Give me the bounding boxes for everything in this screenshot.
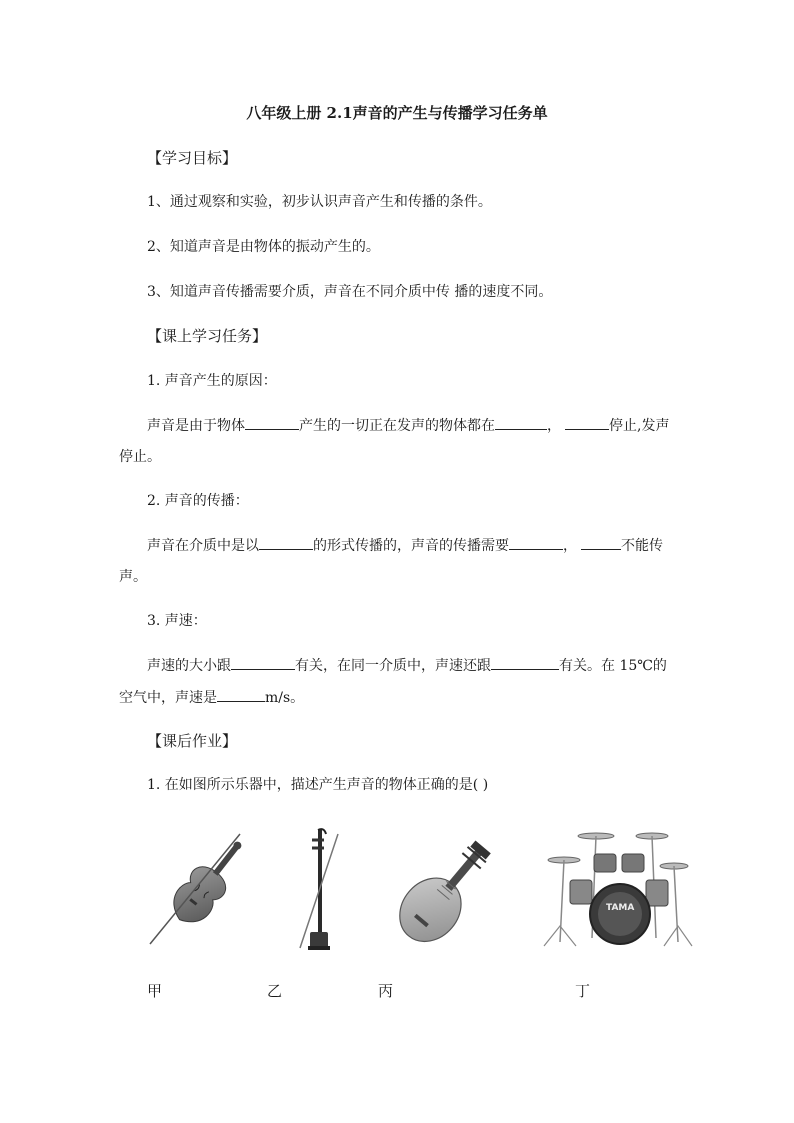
blank-field <box>581 535 621 550</box>
task3-text-e: m/s。 <box>265 690 305 706</box>
task1-text-b: 产生的一切正在发声的物体都在 <box>299 418 495 434</box>
blank-field <box>259 535 313 550</box>
task3-line1 <box>147 655 667 676</box>
goal-2: 2、知道声音是由物体的振动产生的。 <box>147 239 380 255</box>
task2-line2: 声。 <box>119 569 147 585</box>
page-title: 八年级上册 2.1声音的产生与传播学习任务单 <box>246 104 548 122</box>
label-jia: 甲 <box>147 982 163 1000</box>
task3-text-d: 空气中，声速是 <box>119 690 217 706</box>
task3-text-a: 声速的大小跟 <box>147 658 231 674</box>
goal-1: 1、通过观察和实验，初步认识声音产生和传播的条件。 <box>147 194 492 210</box>
blank-field <box>217 687 265 702</box>
blank-field <box>491 655 559 670</box>
task2-text-a: 声音在介质中是以 <box>147 538 259 554</box>
task1-line1 <box>147 415 669 436</box>
drum-brand-text: TAMA <box>606 903 635 913</box>
task2-text-d: 不能传 <box>621 538 663 554</box>
task2-heading: 2. 声音的传播： <box>147 493 249 509</box>
blank-field <box>509 535 563 550</box>
hw1-question: 1. 在如图所示乐器中，描述产生声音的物体正确的是( ) <box>147 777 489 793</box>
task3-text-b: 有关，在同一介质中，声速还跟 <box>295 658 491 674</box>
blank-field <box>565 415 609 430</box>
label-bing: 丙 <box>378 982 394 1000</box>
section-goals: 【学习目标】 <box>147 149 238 167</box>
label-ding: 丁 <box>575 982 591 1000</box>
task3-heading: 3. 声速： <box>147 613 207 629</box>
pipa-image <box>392 826 494 954</box>
label-yi: 乙 <box>267 982 283 1000</box>
drum-kit-image <box>534 826 694 954</box>
task2-text-c: ， <box>563 538 577 554</box>
section-homework: 【课后作业】 <box>147 732 238 750</box>
task1-text-d: 停止,发声 <box>609 418 670 434</box>
task2-text-b: 的形式传播的，声音的传播需要 <box>313 538 509 554</box>
blank-field <box>495 415 547 430</box>
blank-field <box>231 655 295 670</box>
blank-field <box>245 415 299 430</box>
erhu-image <box>288 826 358 954</box>
task3-line2 <box>119 687 304 708</box>
task1-text-c: ， <box>547 418 561 434</box>
task1-text-a: 声音是由于物体 <box>147 418 245 434</box>
task1-heading: 1. 声音产生的原因： <box>147 373 277 389</box>
task3-text-c: 有关。在 15℃的 <box>559 658 667 674</box>
violin-image <box>148 826 248 954</box>
goal-3: 3、知道声音传播需要介质，声音在不同介质中传 播的速度不同。 <box>147 284 553 300</box>
task1-line2: 停止。 <box>119 449 161 465</box>
section-class-tasks: 【课上学习任务】 <box>147 327 268 345</box>
task2-line1 <box>147 535 663 556</box>
